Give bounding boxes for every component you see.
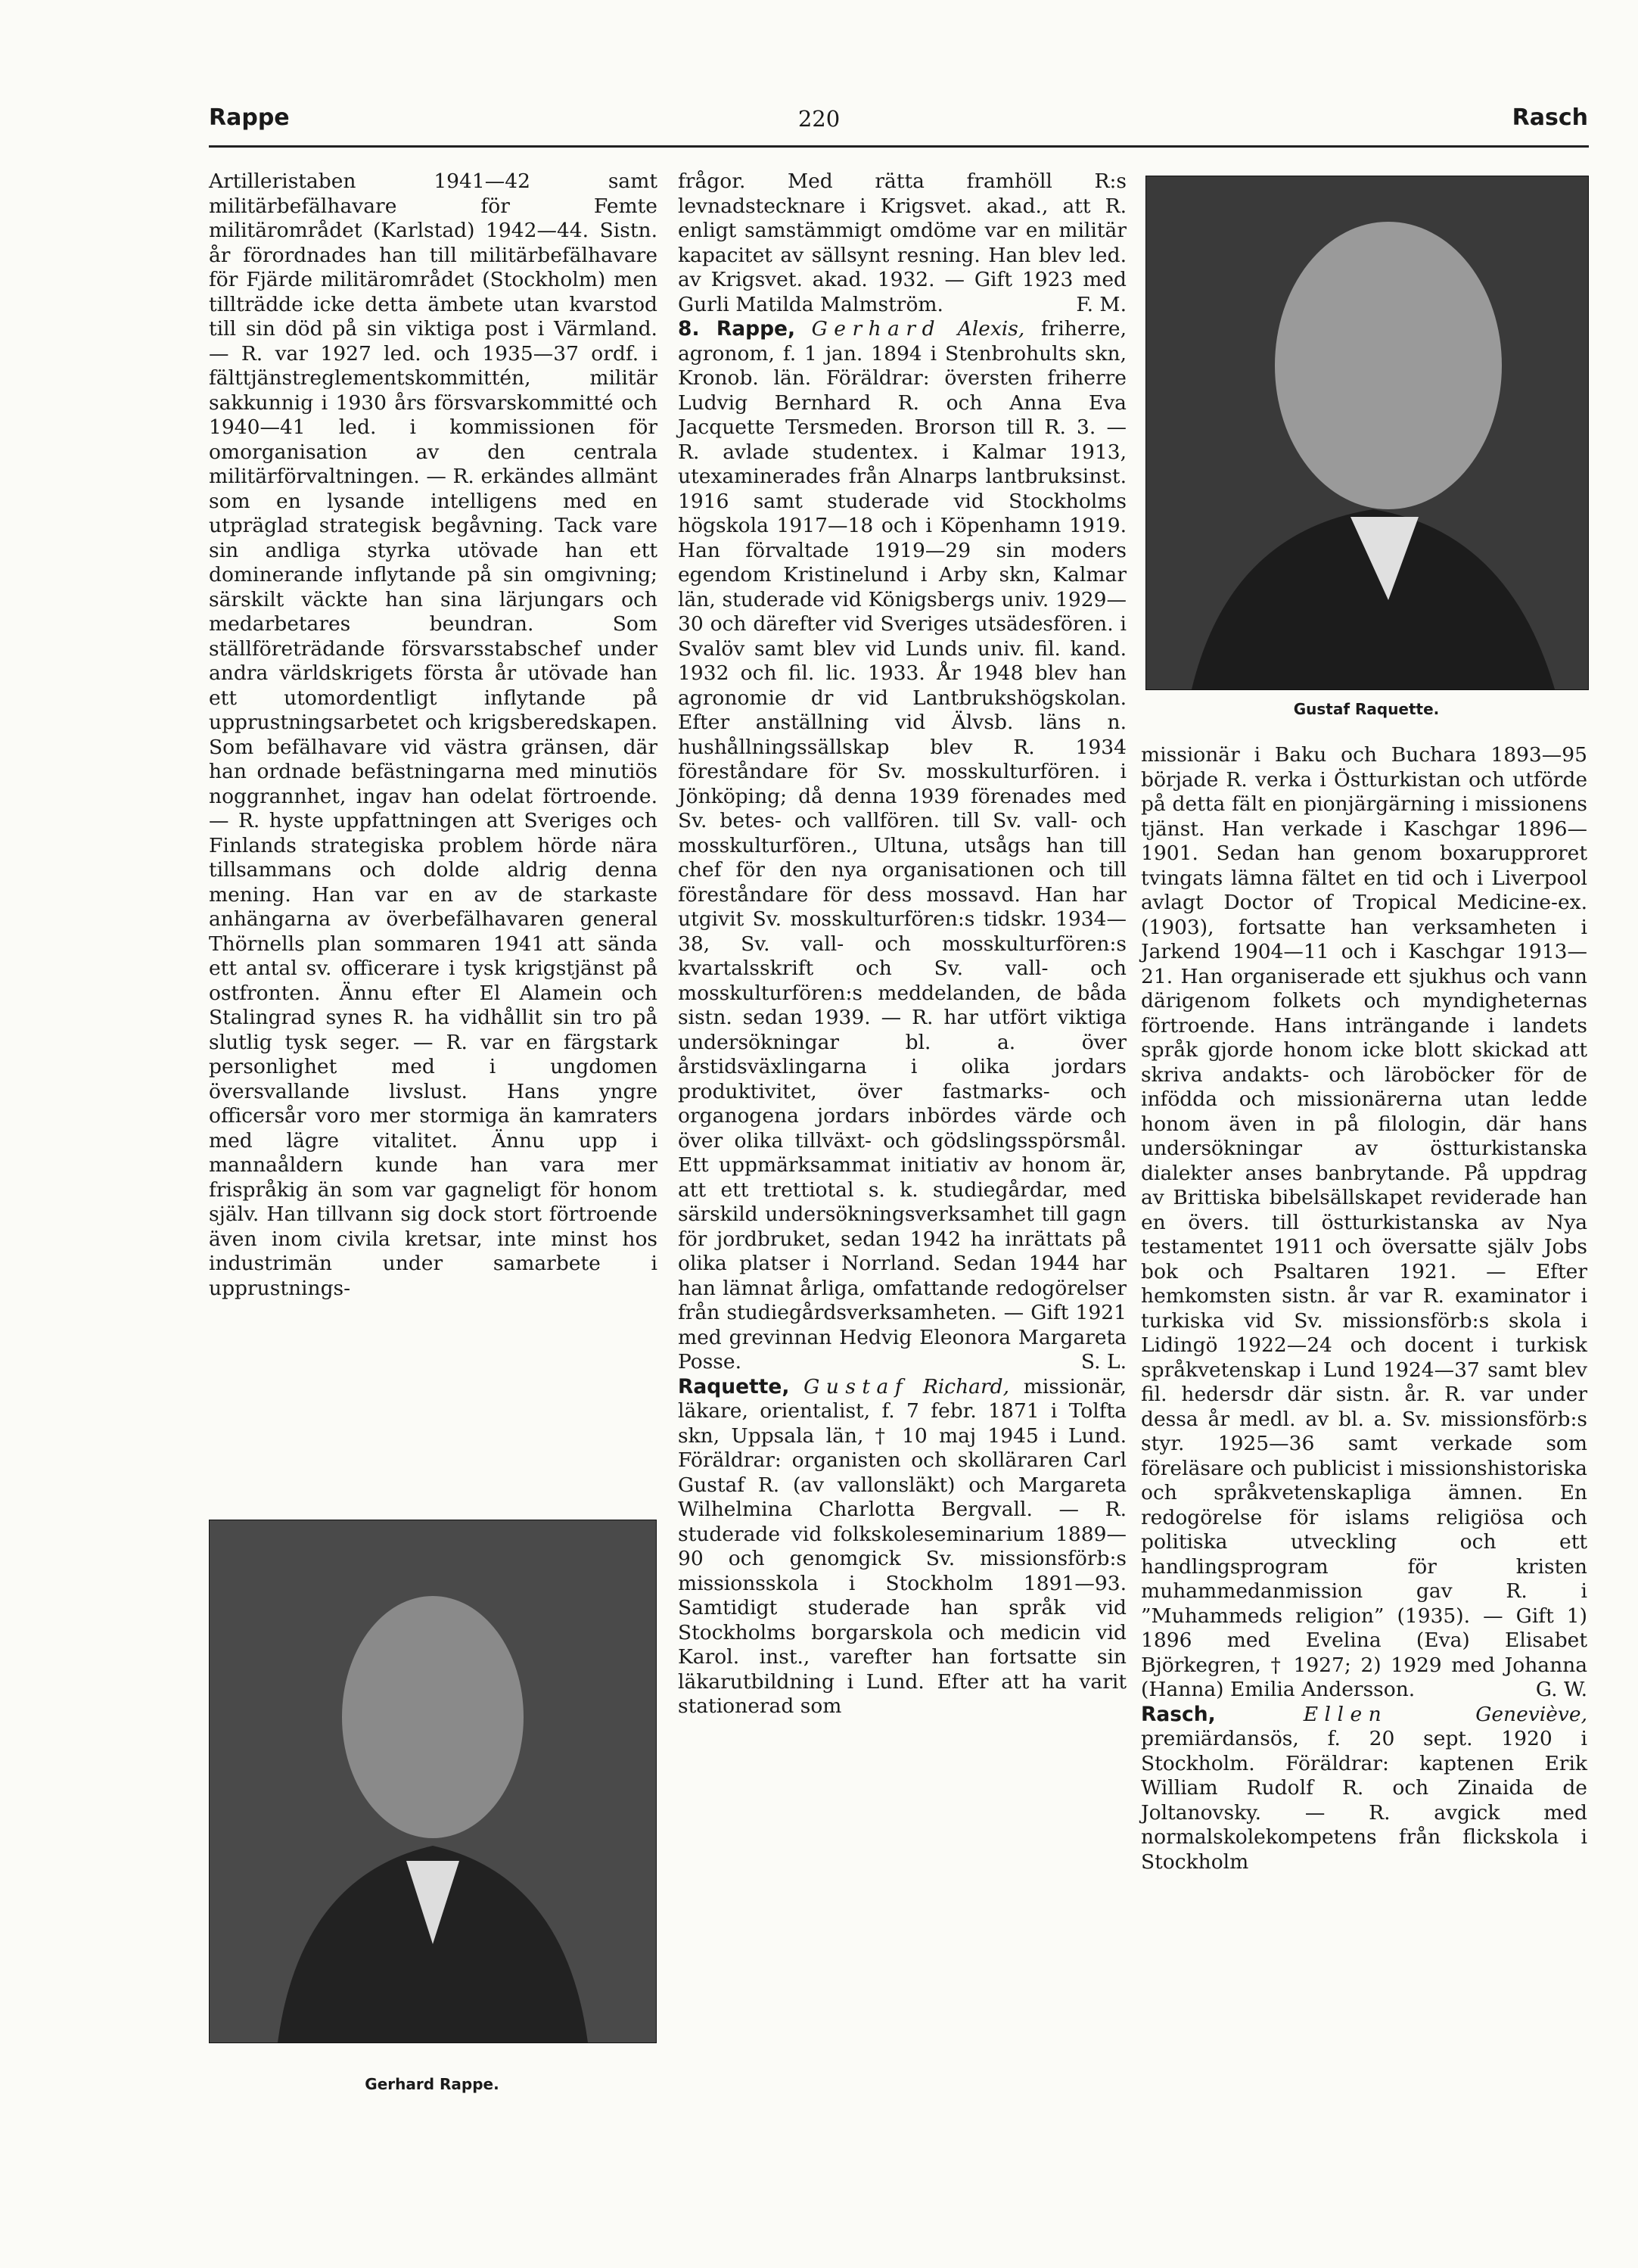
- entry-raquette: [678, 1375, 1127, 1719]
- signature-sl: S. L.: [1080, 1350, 1127, 1374]
- page-number: 220: [797, 106, 841, 132]
- portrait-gerhard-rappe: [209, 1520, 657, 2043]
- entry-8-name: Gerhard: [811, 317, 942, 341]
- running-head-left: Rappe: [209, 104, 290, 131]
- portrait-gustaf-raquette: [1145, 176, 1589, 690]
- entry-8-rappe: [678, 317, 1127, 1375]
- column-1: [209, 170, 657, 1301]
- raquette-lead: Raquette,: [678, 1374, 790, 1398]
- signature-fm: F. M.: [1076, 292, 1127, 316]
- entry-8-lead: 8. Rappe,: [678, 317, 796, 341]
- header-rule: [209, 145, 1589, 148]
- rasch-text: premiärdansös, f. 20 sept. 1920 i Stockholm. Föräldrar: kaptenen Erik William Rudolf R. och Zinaida de Joltanovsky. — R. avgick med normalskolekompetens från flickskola i Stockholm: [1141, 1727, 1587, 1874]
- col2-top-text: [678, 170, 1127, 317]
- col3-text: [1141, 743, 1587, 1703]
- caption-rappe: Gerhard Rappe.: [365, 2075, 499, 2093]
- column-2: [678, 170, 1127, 1719]
- caption-raquette: Gustaf Raquette.: [1293, 700, 1440, 718]
- col1-text: Artilleristaben 1941—42 samt militärbefälhavare för Femte militärområdet (Karlstad) 1942—44. Sistn. år förordnades han till militärbefälhavare för Fjärde militärområdet (Stockholm) men tillträdde icke detta ämbete utan kvarstod till sin död på sin viktiga post i Värmland. — R. var 1927 led. och 1935—37 ordf. i fälttjänstreglementskommittén, militär sakkunnig i 1930 års försvarskommitté och 1940—41 led. i kommissionen för omorganisation av den centrala militärförvaltningen. — R. erkändes allmänt som en lysande intelligens med en utpräglad strategisk begåvning. Tack vare sin andliga styrka utövade han ett dominerande inflytande på sin omgivning; särskilt väckte han sina lärjungars och medarbetares beundran. Som ställföreträdande försvarsstabschef under andra världskrigets första år utövade han ett utomordentligt inflytande på upprustningsarbetet och krigsberedskapen. Som befälhavare vid västra gränsen, där han ordnade befästningarna med minutiös noggrannhet, ingav han odelat förtroende. — R. hyste uppfattningen att Sveriges och Finlands strategiska problem hörde nära tillsammans och dolde aldrig denna mening. Han var en av de starkaste anhängarna av överbefälhavaren general Thörnells plan sommaren 1941 att sända ett antal sv. officerare i tysk krigstjänst på ostfronten. Ännu efter El Alamein och Stalingrad synes R. ha vidhållit sin tro på slutlig tysk seger. — R. var en färgstark personlighet med i ungdomen översvallande livslust. Hans yngre officersår voro mer stormiga än kamraters med lägre vitalitet. Ännu upp i mannaåldern kunde han vara mer frispråkig än som var gagneligt för honom själv. Han tillvann sig dock stort förtroende även inom civila kretsar, inte minst hos industrimän under samarbete i upprustnings-: [209, 170, 657, 1300]
- rasch-name2: Geneviève,: [1475, 1702, 1587, 1726]
- entry-rasch: [1141, 1703, 1587, 1875]
- col3-body: missionär i Baku och Buchara 1893—95 började R. verka i Östturkistan och utförde på detta fält en pionjärgärning i missionens tjänst. Han verkade i Kaschgar 1896—1901. Sedan han genom boxarupproret tvingats lämna fältet en tid och i Liverpool avlagt Doctor of Tropical Medicine-ex. (1903), fortsatte han verksamheten i Jarkend 1904—11 och i Kaschgar 1913—21. Han organiserade ett sjukhus och vann därigenom folkets och myndigheternas förtroende. Hans inträngande i landets språk gjorde honom icke blott skickad att skriva andakts- och läroböcker för de infödda och missionärerna utan ledde honom även in på filologin, där hans undersökningar av östturkistanska dialekter anses banbrytande. På uppdrag av Brittiska bibelsällskapet reviderade han en övers. till östturkistanska av Nya testamentet 1911 och översatte själv Jobs bok och Psaltaren 1921. — Efter hemkomsten sistn. år var R. examinator i turkiska vid Sv. missionsförb:s skola i Lidingö 1922—24 och docent i turkisk språkvetenskap i Lund 1924—37 samt blev fil. hedersdr där sistn. år. R. var under dessa år medl. av bl. a. Sv. missionsförb:s styr. 1925—36 samt verkade som föreläsare och publicist i missionshistoriska och språkvetenskapliga ämnen. En redogörelse för islams religiösa och politiska utveckling och ett handlingsprogram för kristen muhammedanmission gav R. i ”Muhammeds religion” (1935). — Gift 1) 1896 med Evelina (Eva) Elisabet Björkegren, † 1927; 2) 1929 med Johanna (Hanna) Emilia Andersson.: [1141, 743, 1587, 1701]
- raquette-name: Gustaf: [803, 1374, 909, 1398]
- portrait-silhouette: [1146, 176, 1588, 689]
- entry-8-name2: Alexis,: [957, 317, 1025, 341]
- portrait-silhouette: [210, 1520, 656, 2042]
- rasch-name: Ellen: [1303, 1702, 1388, 1726]
- rasch-lead: Rasch,: [1141, 1702, 1216, 1726]
- column-3: [1141, 743, 1587, 1874]
- col2-top-body: frågor. Med rätta framhöll R:s levnadstecknare i Krigsvet. akad., att R. enligt samstämmigt omdöme var en militär kapacitet av sällsynt resning. Han blev led. av Krigsvet. akad. 1932. — Gift 1923 med Gurli Matilda Malmström.: [678, 170, 1127, 316]
- running-head-right: Rasch: [1512, 104, 1588, 131]
- raquette-text: missionär, läkare, orientalist, f. 7 febr. 1871 i Tolfta skn, Uppsala län, † 10 maj 1945 i Lund. Föräldrar: organisten och skolläraren Carl Gustaf R. (av vallonsläkt) och Margareta Wilhelmina Charlotta Bergvall. — R. studerade vid folkskoleseminarium 1889—90 och genomgick Sv. missionsförb:s missionsskola i Stockholm 1891—93. Samtidigt studerade han språk vid Stockholms borgarskola och medicin vid Karol. inst., varefter han fortsatte sin läkarutbildning i Lund. Efter att ha varit stationerad som: [678, 1374, 1127, 1718]
- entry-8-text: friherre, agronom, f. 1 jan. 1894 i Stenbrohults skn, Kronob. län. Föräldrar: översten friherre Ludvig Bernhard R. och Anna Eva Jacquette Tersmeden. Brorson till R. 3. — R. avlade studentex. i Kalmar 1913, utexaminerades från Alnarps lantbruksinst. 1916 samt studerade vid Stockholms högskola 1917—18 och i Köpenhamn 1919. Han förvaltade 1919—29 sin moders egendom Kristinelund i Arby skn, Kalmar län, studerade vid Königsbergs univ. 1929—30 och därefter vid Sveriges utsädesfören. i Svalöv samt blev vid Lunds univ. fil. kand. 1932 och fil. lic. 1933. År 1948 blev han agronomie dr vid Lantbrukshögskolan. Efter anställning vid Älvsb. läns n. hushållningssällskap blev R. 1934 föreståndare för Sv. mosskulturfören. i Jönköping; då denna 1939 förenades med Sv. betes- och vallfören. till Sv. vall- och mosskulturfören., Ultuna, utsågs han till chef för den nya organisationen och till föreståndare för dess mossavd. Han har utgivit Sv. mosskulturfören:s tidskr. 1934—38, Sv. vall- och mosskulturfören:s kvartalsskrift och Sv. vall- och mosskulturfören:s meddelanden, de båda sistn. sedan 1939. — R. har utfört viktiga undersökningar bl. a. över årstidsväxlingarna i olika jordars produktivitet, över fastmarks- och organogena jordars inbördes värde och över olika tillväxt- och gödslingsspörsmål. Ett uppmärksammat initiativ av honom är, att ett trettiotal s. k. studiegårdar, med särskild undersökningsverksamhet till gagn för jordbruket, sedan 1942 ha inrättats på olika platser i Norrland. Sedan 1944 har han lämnat årliga, omfattande redogörelser från studiegårdsverksamheten. — Gift 1921 med grevinnan Hedvig Eleonora Margareta Posse.: [678, 317, 1127, 1374]
- signature-gw: G. W.: [1535, 1678, 1587, 1701]
- raquette-name2: Richard,: [922, 1374, 1010, 1398]
